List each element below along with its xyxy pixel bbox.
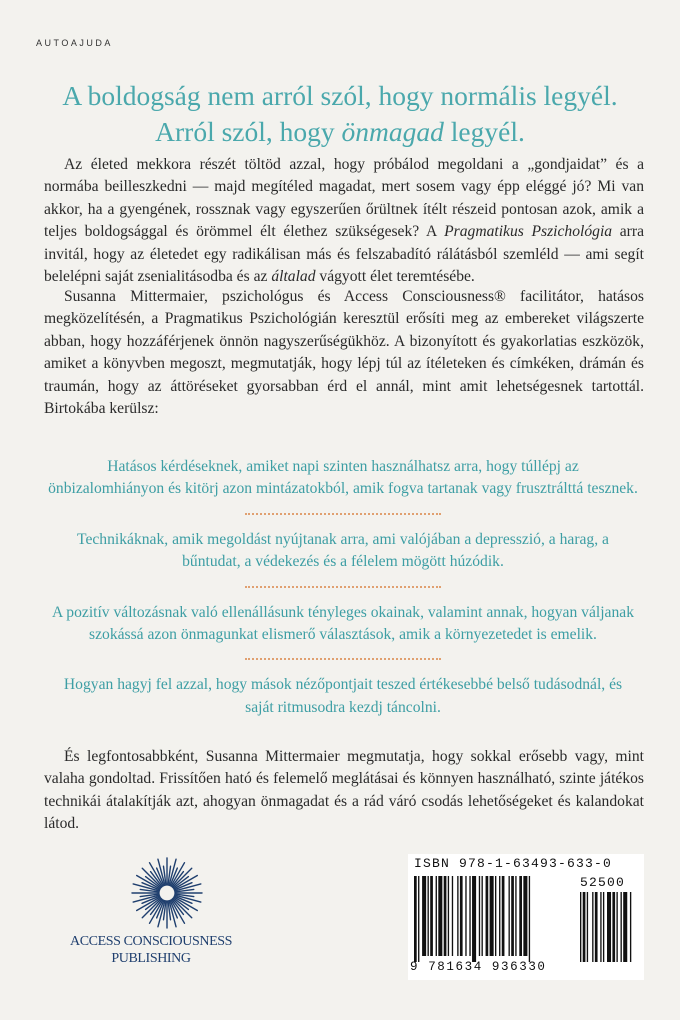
ean-digits: 9 781634 936330 [410, 960, 547, 974]
benefit-item-3: A pozitív változásnak való ellenállásunk tényleges okainak, valamint annak, hogyan váljanak szokássá azon önmagunkat elismerő választások, amik a környezetedet is emelik. [52, 603, 634, 644]
intro-emphasis-1: Pragmatikus Pszichológia [444, 223, 613, 241]
publisher-logo [56, 856, 276, 976]
headline-emphasis: önmagad [341, 116, 444, 147]
intro-emphasis-2: általad [271, 268, 316, 286]
dotted-separator [245, 586, 441, 588]
closing-paragraph: És legfontosabbként, Susanna Mittermaier megmutatja, hogy sokkal erősebb vagy, mint valaha gondoltad. Frissítően ható és felemelő meglátásai és könnyen használható, szinte játékos technikái átalakítják azt, ahogyan önmagadat és a rád váró csodás lehetőségeket és kalandokat látod. [44, 748, 644, 833]
headline-line-2-start: Arról szól, hogy [155, 116, 342, 147]
headline-line-2-end: legyél. [443, 116, 525, 147]
intro-text-a: Az életed mekkora részét töltöd azzal, hogy próbálod megoldani a „gondjaidat” és a normába beilleszkedni — majd megítéled magadat, mert sosem vagy épp eléggé jó? Mi van akkor, ha a gyengének, rossznak vagy egyszerűen őrültnek ítélt részeid pontosan azok, amik a teljes boldogsággal és örömmel élt élethez szükségesek? A [44, 156, 644, 241]
benefit-item-1: Hatásos kérdéseknek, amiket napi szinten használhatsz arra, hogy túllépj az önbizalomhiányon és kitörj azon mintázatokból, amik fogva tartanak vagy frusztrálttá tesznek. [48, 458, 638, 498]
barcode [408, 854, 644, 980]
publisher-name: ACCESS CONSCIOUSNESS [70, 934, 232, 949]
headline [0, 78, 680, 150]
isbn-number: ISBN 978-1-63493-633-0 [414, 856, 613, 871]
dotted-separator [245, 658, 441, 660]
intro-text-b: arra invitál, hogy az életedet egy radikálisan más és felszabadító rálátásból szemléld — ami segít belelépni saját zsenialitásodba és az [44, 223, 644, 286]
author-paragraph: Susanna Mittermaier, pszichológus és Access Consciousness® facilitátor, hatásos megközelítésén, a Pragmatikus Pszichológián keresztül erősíti meg az embereket világszerte abban, hogy hozzáférjenek önnön nagyszerűségükhöz. A bizonyított és gyakorlatias eszközök, amiket a könyvben megoszt, megmutatják, hogy lépj túl az ítéleteken és címkéken, drámán és traumán, hogy az áttöréseket gyorsabban érd el annál, mint amit lehetségesnek tartottál. Birtokába kerülsz: [44, 288, 644, 418]
intro-paragraph [44, 154, 644, 288]
headline-line-1: A boldogság nem arról szól, hogy normális legyél. [62, 80, 618, 111]
dotted-separator [245, 513, 441, 515]
starburst-icon [130, 856, 204, 930]
headline-line-2 [0, 114, 680, 150]
benefit-item-4: Hogyan hagyj fel azzal, hogy mások nézőpontjait teszed értékesebbé belső tudásodnál, és saját ritmusodra kezdj táncolni. [63, 676, 623, 716]
benefit-item-2: Technikáknak, amik megoldást nyújtanak arra, ami valójában a depresszió, a harag, a bűntudat, a védekezés és a félelem mögött húzódik. [77, 530, 609, 571]
price-code: 52500 [580, 875, 626, 890]
category-label: AUTOAJUDA [36, 38, 113, 48]
barcode-bars [412, 874, 640, 962]
publisher-name-line-2: PUBLISHING [111, 951, 191, 966]
intro-text-c: vágyott élet teremtésébe. [315, 268, 475, 286]
benefit-list [48, 456, 638, 719]
